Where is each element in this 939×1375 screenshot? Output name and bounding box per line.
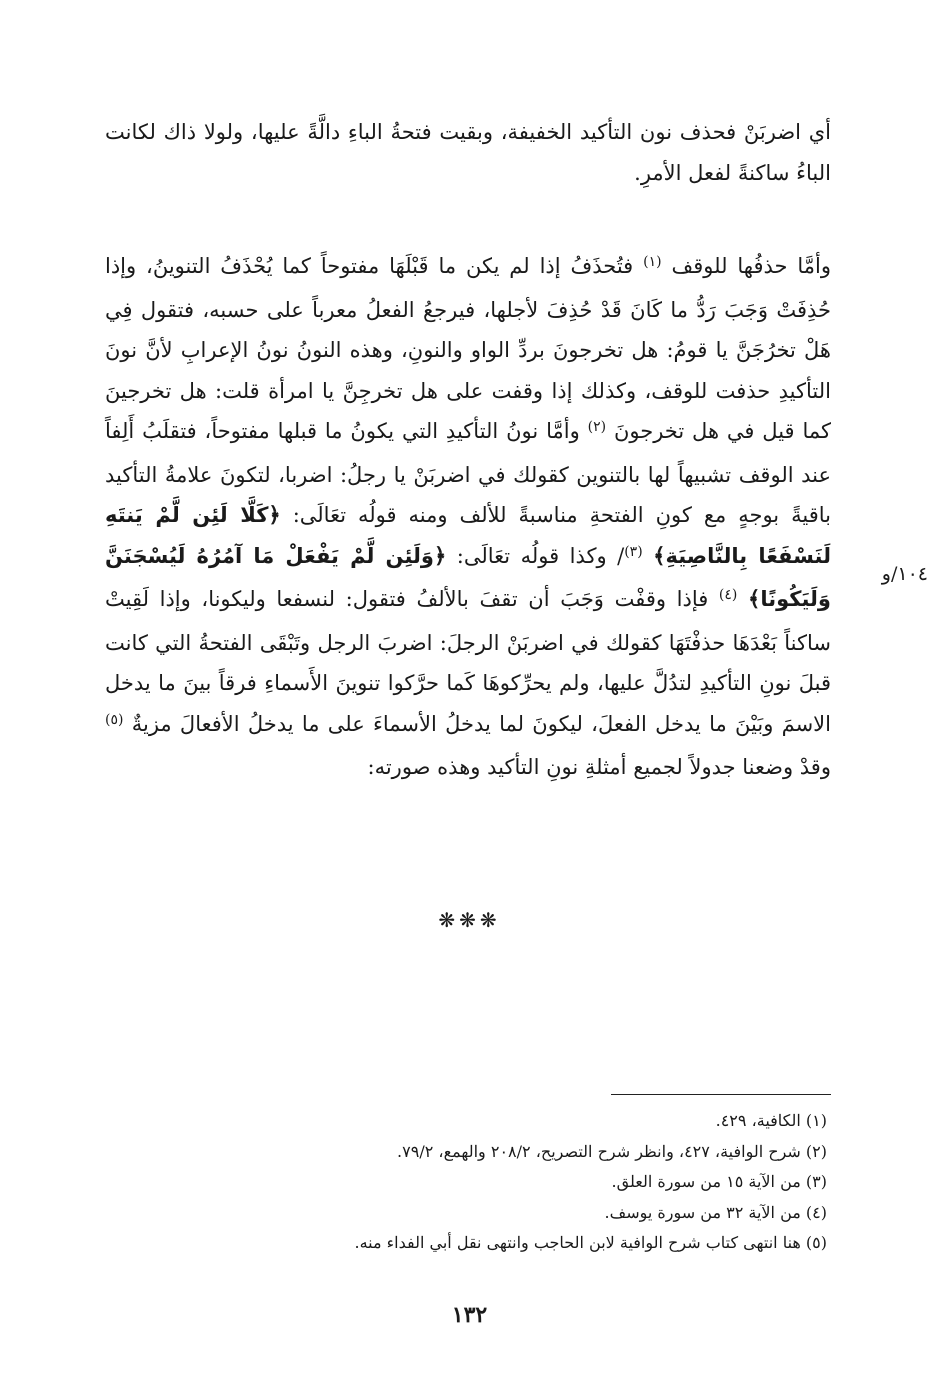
footnote-1: (١) الكافية، ٤٢٩. (715, 1111, 827, 1130)
section-separator: ❋❋❋ (438, 908, 501, 932)
paragraph-2-text (105, 246, 831, 788)
footnote-ref-3: (٣) (624, 543, 643, 560)
paragraph-2-part3: وأمَّا نونُ التأكيدِ التي يكونُ ما قبلها مفتوحاً، فتقلَبُ أَلِفاً عند الوقف تشبيهاً لها بالتنوين كقولك في اضربَنْ يا رجلُ: اضربا، لتكونَ علامةُ التأكيد باقيةً بوجهٍ مع كونِ الفتحةِ مناسبةً للألف ومنه قولُه تعَالَى: (105, 419, 831, 527)
footnote-ref-2: (٢) (587, 419, 607, 435)
footnote-divider (611, 1094, 831, 1095)
footnote-3: (٣) من الآية ١٥ من سورة العلق. (611, 1172, 827, 1191)
footnote-ref-1: (١) (643, 254, 662, 270)
quran-verse-2: ﴿وَلَئِن لَّمْ يَفْعَلْ مَا آمُرُهُ لَيُسْجَنَنَّ وَلَيَكُونًا﴾ (105, 543, 831, 611)
page-number: ١٣٢ (451, 1302, 488, 1328)
paragraph-1-text: أي اضربَنْ فحذف نون التأكيد الخفيفة، وبقيت فتحةُ الباءِ دالَّةً عليها، ولولا ذاك لكانت الباءُ ساكنةً لفعل الأمرِ. (105, 120, 831, 185)
footnotes (107, 1106, 827, 1259)
paragraph-2-part5: فإذا وقفْت وَجَبَ أن تقفَ بالألفُ فتقول: لنسفعا وليكونا، وإذا لَقِيتْ ساكناً بَعْدَهَا حذفْتَهَا كقولك في اضربَنْ الرجلَ: اضربَ الرجل وتَبْقَى الفتحةُ التي كانت قبلَ نونِ التأكيدِ لتدُلَّ عليها، ولم يحرِّكوهَا كَما حرَّكوا تنوينَ الأَسماءِ فرقاً بينَ ما يدخل الاسمَ وبَيْنَ ما يدخل الفعلَ، ليكونَ لما يدخلُ الأسماءَ على ما يدخلُ الأفعالَ مزيةٌ (105, 587, 831, 736)
paragraph-2-part2: فتُحذَفُ إذا لم يكن ما قَبْلَهَا مفتوحاً كما يُحْذَفُ التنوينُ، وإذا حُذِفَتْ وَجَبَ رَدُّ ما كَانَ قَدْ حُذِفَ لأجلها، فيرجعُ الفعلُ معرباً على حسبه، فتقول فِي هَلْ تخرُجَنَّ يا قومُ: هل تخرجونَ بردِّ الواو والنونِ، وهذه النونُ نونُ الإعرابِ لأنَّ نونَ التأكيدِ حذفت للوقف، وكذلك إذا وقفت على هل تخرجِنَّ يا امرأة قلت: هل تخرجينَ كما قيل في هل تخرجونَ (105, 254, 831, 443)
footnote-2: (٢) شرح الوافية، ٤٢٧، وانظر شرح التصريح، ٢٠٨/٢ والهمع، ٧٩/٢. (397, 1141, 827, 1161)
manuscript-folio-note: ١٠٤/و (881, 563, 928, 585)
paragraph-2-part6: وقدْ وضعنا جدولاً لجميع أمثلةِ نونِ التأكيد وهذه صورته: (367, 755, 831, 779)
footnote-ref-5: (٥) (105, 711, 124, 728)
quran-verse-1: ﴿كَلَّا لَئِن لَّمْ يَنتَهِ لَنَسْفَعًا بِالنَّاصِيَةِ﴾ (105, 503, 831, 568)
footnote-5: (٥) هنا انتهى كتاب شرح الوافية لابن الحاجب وانتهى نقل أبي الفداء منه. (354, 1233, 827, 1252)
paragraph-2-part1: وأمَّا حذفُها للوقف (671, 254, 832, 278)
paragraph-1 (105, 112, 831, 193)
footnote-4: (٤) من الآية ٣٢ من سورة يوسف. (604, 1202, 827, 1222)
paragraph-2 (105, 246, 831, 788)
paragraph-2-part4: / وكذا قولُه تعَالَى: (456, 543, 625, 568)
footnote-ref-4: (٤) (718, 587, 738, 603)
